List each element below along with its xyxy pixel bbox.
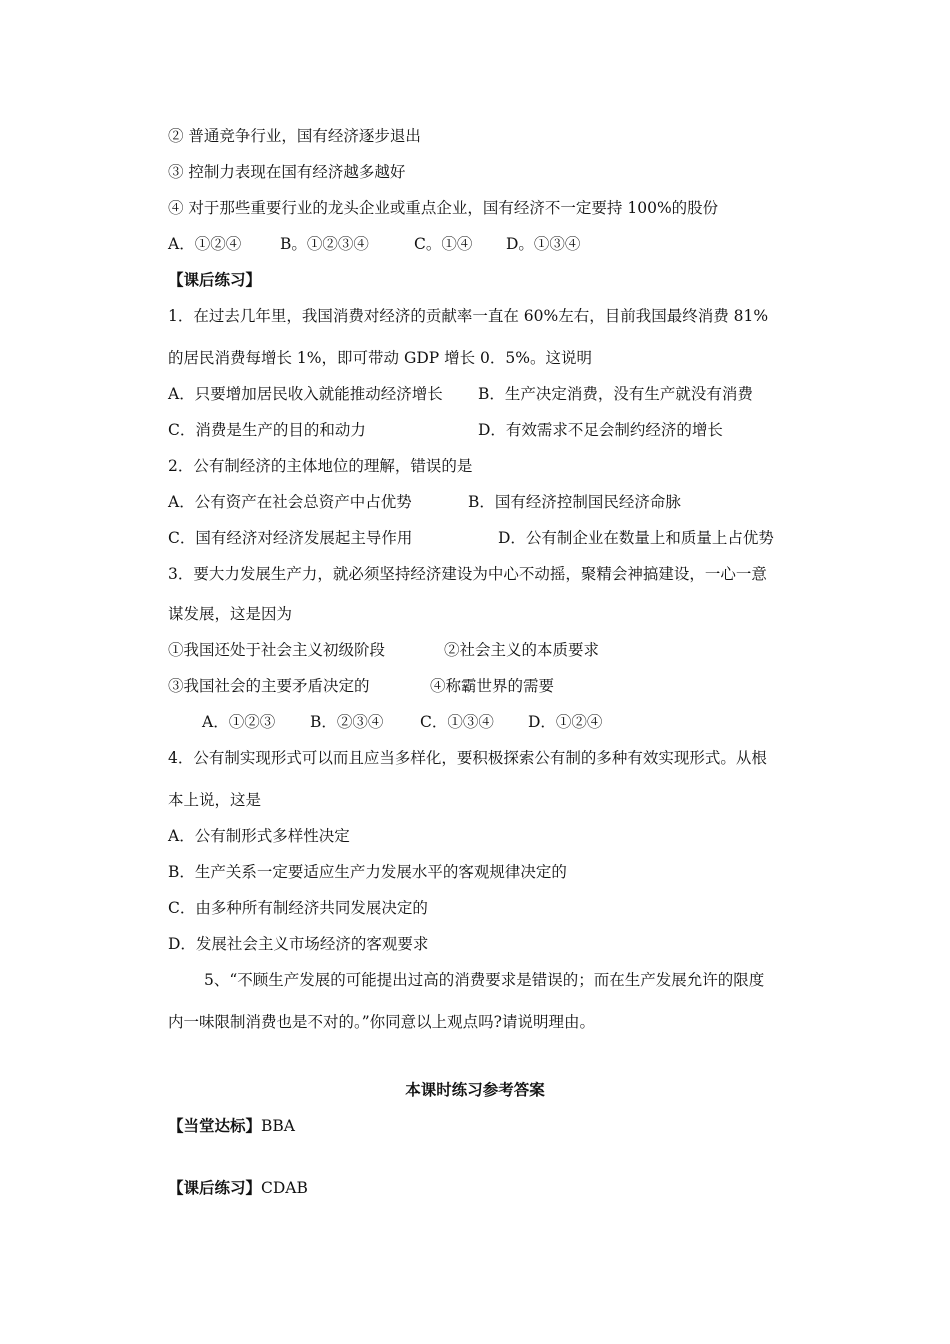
q3-items-row-1 [168,640,599,660]
q3-stem-line-2: 谋发展，这是因为 [168,605,293,623]
q1-option-a: A．只要增加居民收入就能推动经济增长 [168,385,443,403]
prev-item-2: ② 普通竞争行业，国有经济逐步退出 [168,127,421,145]
q3-stem-line-1: 3．要大力发展生产力，就必须坚持经济建设为中心不动摇，聚精会神搞建设，一心一意 [168,565,767,583]
q3-options [202,712,602,732]
q4-option-d: D．发展社会主义市场经济的客观要求 [168,935,429,953]
answers-title: 本课时练习参考答案 [405,1081,545,1099]
q5-stem-line-2: 内一味限制消费也是不对的。”你同意以上观点吗?请说明理由。 [168,1013,595,1031]
prev-item-3: ③ 控制力表现在国有经济越多越好 [168,163,406,181]
q1-options-row-2 [168,420,723,440]
answers-after-class-label: 【课后练习】 [168,1179,262,1197]
answers-in-class-value: BBA [261,1117,295,1135]
q3-option-d: D．①②④ [528,713,603,731]
q1-option-d: D．有效需求不足会制约经济的增长 [478,421,723,439]
q5-stem-line-1: 5、“不顾生产发展的可能提出过高的消费要求是错误的；而在生产发展允许的限度 [204,971,765,989]
q1-option-c: C．消费是生产的目的和动力 [168,421,366,439]
q2-option-d: D．公有制企业在数量上和质量上占优势 [498,529,774,547]
q3-item-2: ②社会主义的本质要求 [444,641,600,659]
prev-options [168,234,580,254]
q1-stem-line-2: 的居民消费每增长 1%，即可带动 GDP 增长 0．5%。这说明 [168,349,592,367]
q3-items-row-2 [168,676,554,696]
q4-option-c: C．由多种所有制经济共同发展决定的 [168,899,428,917]
q2-options-row-1 [168,492,681,512]
answers-after-class [168,1178,308,1198]
q3-option-b: B．②③④ [310,713,384,731]
q4-option-a: A．公有制形式多样性决定 [168,827,350,845]
section-heading-after-class: 【课后练习】 [168,271,262,289]
q2-option-c: C．国有经济对经济发展起主导作用 [168,529,413,547]
q3-item-4: ④称霸世界的需要 [430,677,555,695]
q3-option-c: C．①③④ [420,713,494,731]
q3-option-a: A．①②③ [202,713,276,731]
q3-item-3: ③我国社会的主要矛盾决定的 [168,677,370,695]
q3-item-1: ①我国还处于社会主义初级阶段 [168,641,386,659]
q2-stem: 2．公有制经济的主体地位的理解，错误的是 [168,457,473,475]
prev-option-d: D。①③④ [506,235,581,253]
prev-option-a: A．①②④ [168,235,242,253]
prev-option-b: B。①②③④ [280,235,369,253]
answers-in-class [168,1116,295,1136]
answers-after-class-value: CDAB [261,1179,308,1197]
q1-options-row-1 [168,384,753,404]
q2-option-a: A．公有资产在社会总资产中占优势 [168,493,412,511]
prev-option-c: C。①④ [414,235,473,253]
answers-in-class-label: 【当堂达标】 [168,1117,262,1135]
q1-option-b: B．生产决定消费，没有生产就没有消费 [478,385,753,403]
prev-item-4: ④ 对于那些重要行业的龙头企业或重点企业，国有经济不一定要持 100%的股份 [168,199,719,217]
q4-option-b: B．生产关系一定要适应生产力发展水平的客观规律决定的 [168,863,567,881]
q2-option-b: B．国有经济控制国民经济命脉 [468,493,681,511]
q4-stem-line-1: 4．公有制实现形式可以而且应当多样化，要积极探索公有制的多种有效实现形式。从根 [168,749,767,767]
q1-stem-line-1: 1．在过去几年里，我国消费对经济的贡献率一直在 60%左右，目前我国最终消费 81% [168,307,769,325]
q2-options-row-2 [168,528,774,548]
q4-stem-line-2: 本上说，这是 [168,791,262,809]
